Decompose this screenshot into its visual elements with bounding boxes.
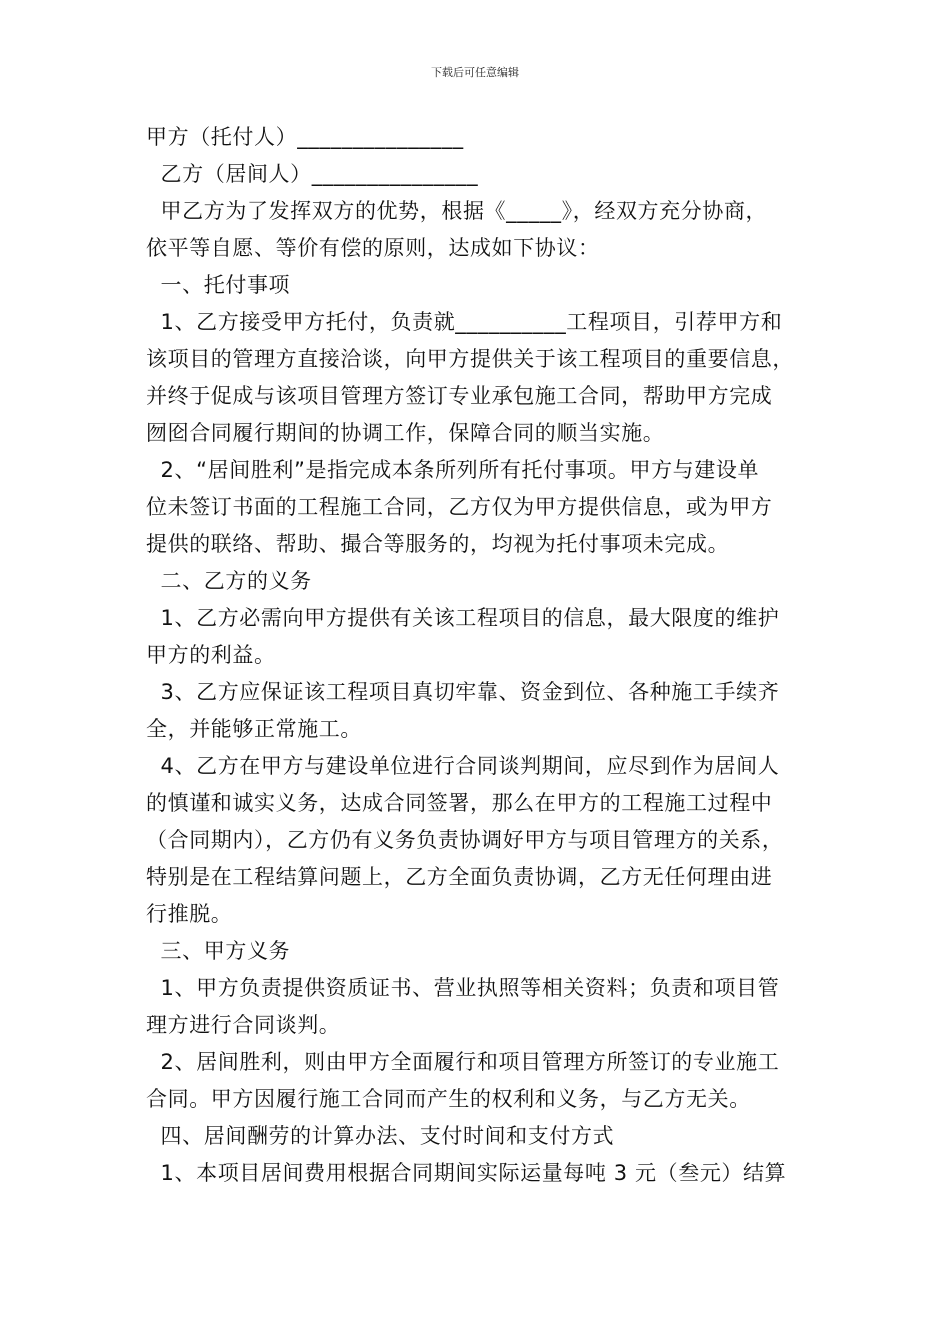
text-line: 乙方（居间人）_______________ [146, 162, 479, 186]
text-line: 1、甲方负责提供资质证书、营业执照等相关资料；负责和项目管 [146, 976, 780, 1000]
text-line: 该项目的管理方直接洽谈，向甲方提供关于该工程项目的重要信息， [146, 347, 794, 371]
text-line: 3、乙方应保证该工程项目真切牢靠、资金到位、各种施工手续齐 [146, 680, 780, 704]
section-heading: 三、甲方义务 [146, 939, 291, 963]
text-line: 1、乙方必需向甲方提供有关该工程项目的信息，最大限度的维护 [146, 606, 780, 630]
text-line: （合同期内），乙方仍有义务负责协调好甲方与项目管理方的关系， [146, 828, 784, 852]
text-line: 合同。甲方因履行施工合同而产生的权利和义务，与乙方无关。 [146, 1087, 751, 1111]
text-line: 1、本项目居间费用根据合同期间实际运量每吨 3 元（叁元）结算 [146, 1161, 787, 1185]
text-line: 的慎谨和诚实义务，达成合同签署，那么在甲方的工程施工过程中 [146, 791, 773, 815]
text-line: 甲方（托付人）_______________ [146, 125, 464, 149]
page-header-note: 下载后可任意编辑 [431, 66, 519, 79]
text-line: 提供的联络、帮助、撮合等服务的，均视为托付事项未完成。 [146, 532, 730, 556]
text-line: 依平等自愿、等价有偿的原则，达成如下协议： [146, 236, 600, 260]
text-line: 囫囵合同履行期间的协调工作，保障合同的顺当实施。 [146, 421, 665, 445]
text-line: 2、“居间胜利”是指完成本条所列所有托付事项。甲方与建设单 [146, 458, 760, 482]
text-line: 甲乙方为了发挥双方的优势，根据《_____》，经双方充分协商， [146, 199, 768, 223]
text-line: 1、乙方接受甲方托付，负责就__________工程项目，引荐甲方和 [146, 310, 783, 334]
text-line: 并终于促成与该项目管理方签订专业承包施工合同，帮助甲方完成 [146, 384, 773, 408]
text-line: 甲方的利益。 [146, 643, 276, 667]
text-line: 特别是在工程结算问题上，乙方全面负责协调，乙方无任何理由进 [146, 865, 773, 889]
text-line: 理方进行合同谈判。 [146, 1013, 341, 1037]
section-heading: 二、乙方的义务 [146, 569, 312, 593]
text-line: 4、乙方在甲方与建设单位进行合同谈判期间，应尽到作为居间人 [146, 754, 780, 778]
contract-body [146, 119, 816, 1192]
text-line: 位未签订书面的工程施工合同，乙方仅为甲方提供信息，或为甲方 [146, 495, 773, 519]
text-line: 行推脱。 [146, 902, 233, 926]
section-heading: 一、托付事项 [146, 273, 291, 297]
text-line: 全，并能够正常施工。 [146, 717, 362, 741]
text-line: 2、居间胜利，则由甲方全面履行和项目管理方所签订的专业施工 [146, 1050, 780, 1074]
section-heading: 四、居间酬劳的计算办法、支付时间和支付方式 [146, 1124, 615, 1148]
